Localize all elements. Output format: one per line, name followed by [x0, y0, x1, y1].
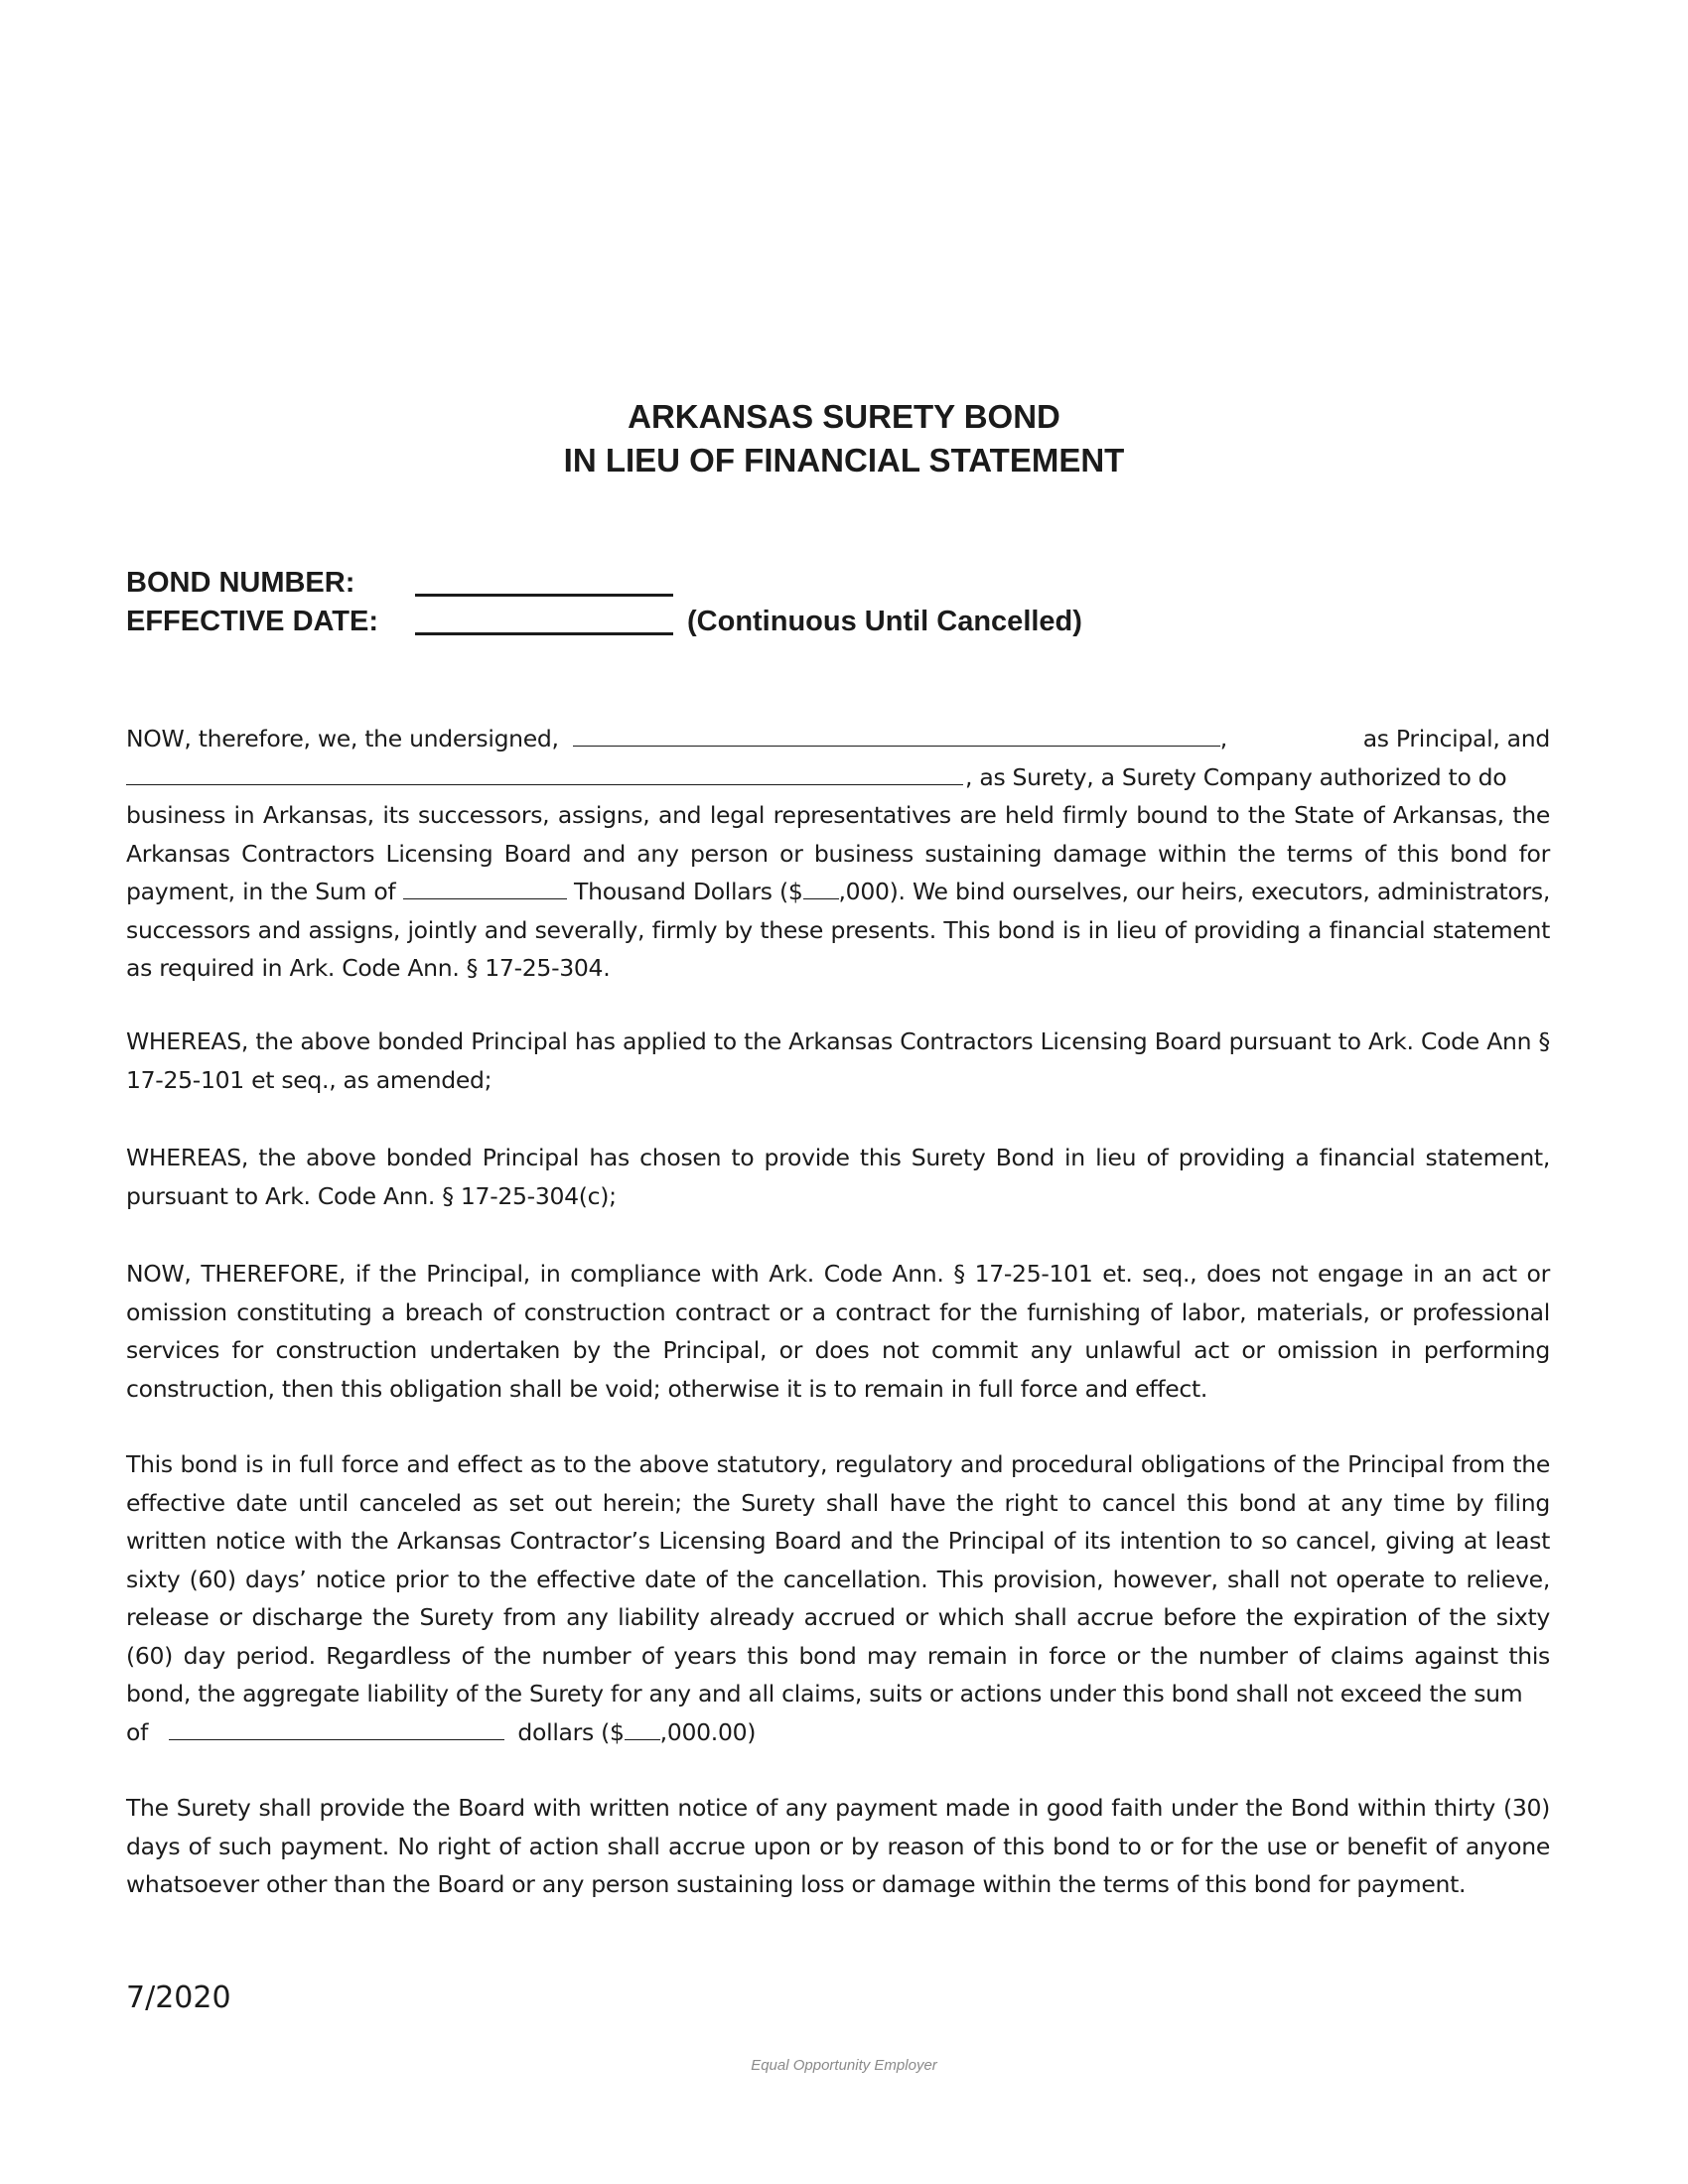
paragraph-whereas-applied: WHEREAS, the above bonded Principal has applied to the Arkansas Contractors Licensing Board pursuant to Ark. Code Ann § 17-25-101 et seq., as amended;	[126, 1027, 1550, 1094]
principal-line	[126, 720, 1550, 758]
cancellation-text: This bond is in full force and effect as to the above statutory, regulatory and procedural obligations of the Principal from the effective date until canceled as set out herein; the Surety shall have the right to cancel this bond at any time by filing written notice with the Arkansas Contractor’s Licensing Board and the Principal of its intention to so cancel, giving at least sixty (60) days’ notice prior to the effective date of the cancellation. This provision, however, shall not operate to relieve, release or discharge the Surety from any liability already accrued or which shall accrue before the expiration of the sixty (60) day period. Regardless of the number of years this bond may remain in force or the number of claims against this bond, the aggregate liability of the Surety for any and all claims, suits or actions under this bond shall not exceed the sum	[126, 1450, 1550, 1707]
bind-ourselves-text: ,000). We bind ourselves, our heirs, executors, administrators, successors and assigns, jointly and severally, firmly by these presents. This bond is in lieu of providing a financial statement as required in Ark. Code Ann. § 17-25-304.	[126, 878, 1551, 982]
paragraph-principal-surety	[126, 720, 1550, 988]
bond-fields	[126, 564, 1082, 641]
bond-number-row	[126, 564, 1082, 603]
bond-number-blank[interactable]	[415, 570, 673, 597]
principal-intro-text: NOW, therefore, we, the undersigned,	[126, 725, 559, 752]
paragraph-1-body	[126, 796, 1550, 988]
sum-amount-blank[interactable]	[803, 877, 839, 899]
surety-suffix-text: , as Surety, a Surety Company authorized to do	[965, 762, 1507, 791]
surety-line	[126, 758, 1550, 797]
aggregate-amount-blank[interactable]	[625, 1717, 660, 1740]
title-line-2: IN LIEU OF FINANCIAL STATEMENT	[563, 442, 1125, 478]
principal-name-blank[interactable]	[573, 724, 1220, 747]
aggregate-sum-line	[126, 1713, 1550, 1752]
paragraph-now-therefore: NOW, THEREFORE, if the Principal, in compliance with Ark. Code Ann. § 17-25-101 et. seq., does not engage in an act or omission constituting a breach of construction contract or a contract for the furnishing of labor, materials, or professional services for construction undertaken by the Principal, or does not commit any unlawful act or omission in performing construction, then this obligation shall be void; otherwise it is to remain in full force and effect.	[126, 1260, 1550, 1403]
paragraph-payment-notice: The Surety shall provide the Board with written notice of any payment made in good faith under the Bond within thirty (30) days of such payment. No right of action shall accrue upon or by reason of this bond to or for the use or benefit of anyone whatsoever other than the Board or any person sustaining loss or damage within the terms of this bond for payment.	[126, 1794, 1550, 1898]
of-text: of	[126, 1717, 149, 1746]
revision-date: 7/2020	[126, 1980, 231, 2015]
principal-comma: ,	[1219, 725, 1227, 752]
bond-number-label: BOND NUMBER:	[126, 567, 355, 599]
paragraph-cancellation	[126, 1445, 1550, 1751]
surety-name-blank[interactable]	[126, 762, 963, 785]
title-line-1: ARKANSAS SURETY BOND	[628, 398, 1060, 435]
continuous-note: (Continuous Until Cancelled)	[687, 606, 1082, 637]
dollars-text: dollars ($	[517, 1717, 625, 1746]
aggregate-tail-text: ,000.00)	[659, 1717, 757, 1746]
effective-date-label: EFFECTIVE DATE:	[126, 606, 379, 637]
aggregate-words-blank[interactable]	[169, 1717, 504, 1740]
sum-words-blank[interactable]	[403, 877, 567, 899]
footer-eoe: Equal Opportunity Employer	[751, 2057, 937, 2074]
principal-suffix-text: as Principal, and	[1362, 725, 1550, 752]
effective-date-row	[126, 603, 1082, 641]
document-title	[0, 395, 1688, 482]
thousand-dollars-text: Thousand Dollars ($	[574, 878, 803, 905]
sum-of-text: in the Sum of	[242, 878, 396, 905]
paragraph-whereas-chosen: WHEREAS, the above bonded Principal has chosen to provide this Surety Bond in lieu of providing a financial statement, pursuant to Ark. Code Ann. § 17-25-304(c);	[126, 1144, 1550, 1210]
effective-date-blank[interactable]	[415, 609, 673, 635]
bound-text: business in Arkansas, its successors, assigns, and legal representatives are held firmly bound to the State of Arkansas, the Arkansas Contractors Licensing Board and any person or business sustaining damage within the terms of this bond for payment,	[126, 801, 1550, 905]
